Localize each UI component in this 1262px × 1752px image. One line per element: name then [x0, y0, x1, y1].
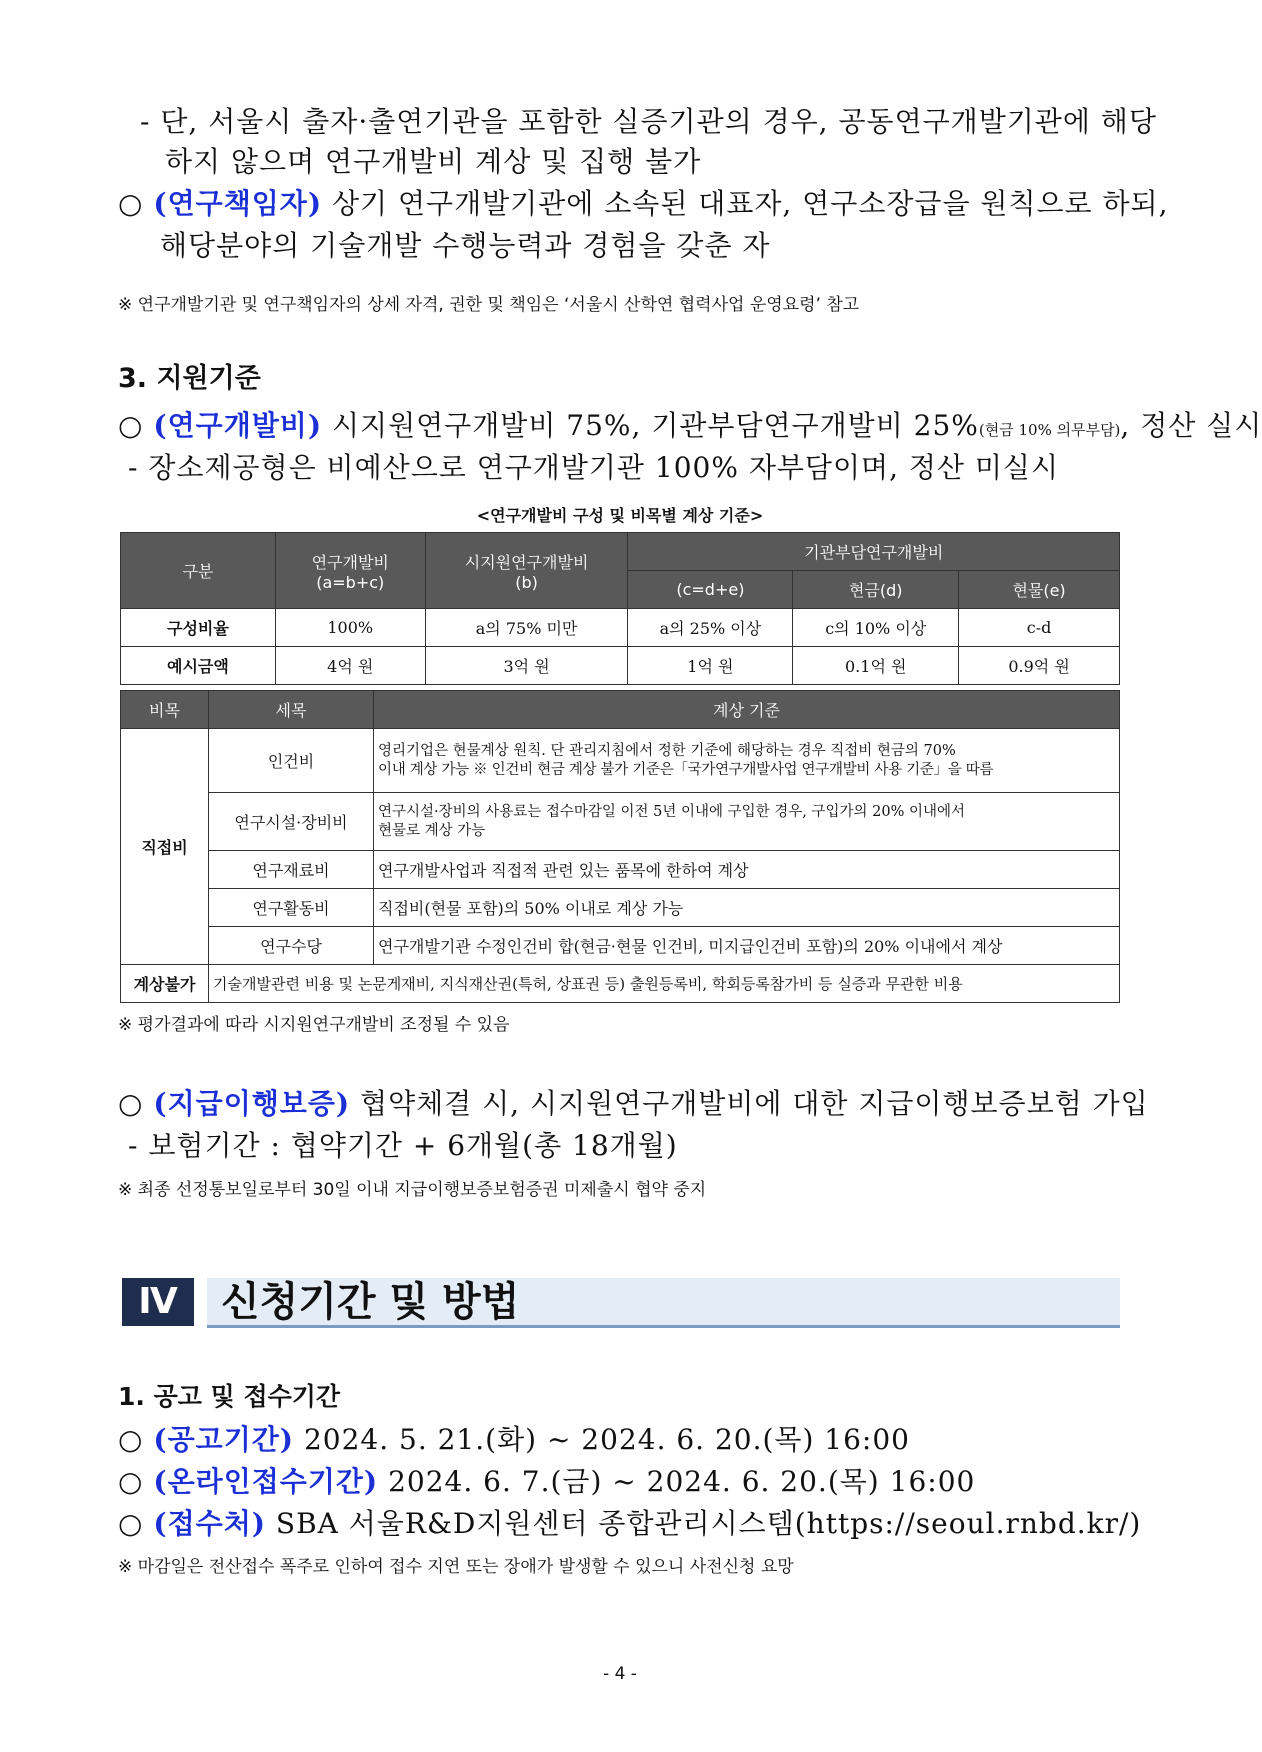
basis-line: 이내 계상 가능 ※ 인건비 현금 계상 불가 기준은「국가연구개발사업 연구개발비 사용 기준」을 따름 [378, 761, 994, 778]
page-number: - 4 - [603, 1664, 637, 1684]
circle-bullet: ○ [118, 187, 144, 220]
header-cash: 현금(d) [793, 571, 959, 609]
table-row [121, 647, 1120, 685]
guarantee-note: ※ 최종 선정통보일로부터 30일 이내 지급이행보증보험증권 미제출시 협약 중지 [118, 1180, 707, 1200]
header-inst-total: (c=d+e) [628, 571, 793, 609]
header-item: 비목 [121, 691, 209, 729]
section-3-heading: 3. 지원기준 [118, 363, 261, 394]
section-number: Ⅳ [122, 1278, 194, 1326]
basis-cell [374, 793, 1120, 851]
cell: 0.1억 원 [793, 647, 959, 685]
cell: 0.9억 원 [959, 647, 1120, 685]
basis-line: 영리기업은 현물계상 원칙. 단 관리지침에서 정한 기준에 해당하는 경우 직접비 현금의 70% [378, 742, 956, 759]
basis-cell: 직접비(현물 포함)의 50% 이내로 계상 가능 [374, 889, 1120, 927]
basis-cell [374, 729, 1120, 793]
table-caption: <연구개발비 구성 및 비목별 계상 기준> [476, 506, 764, 525]
basis-cell: 연구개발사업과 직접적 관련 있는 품목에 한하여 계상 [374, 851, 1120, 889]
cell: c-d [959, 609, 1120, 647]
header-basis: 계상 기준 [374, 691, 1120, 729]
researcher-line-2: 해당분야의 기술개발 수행능력과 경험을 갖춘 자 [160, 229, 771, 262]
guarantee-dash: - 보험기간 : 협약기간 + 6개월(총 18개월) [128, 1129, 678, 1162]
researcher-text: 상기 연구개발기관에 소속된 대표자, 연구소장급을 원칙으로 하되, [322, 187, 1169, 220]
excluded-label: 계상불가 [121, 965, 209, 1003]
header-city-label: 시지원연구개발비 [464, 552, 589, 572]
guarantee-line [118, 1082, 1149, 1122]
excluded-text: 기술개발관련 비용 및 논문게재비, 지식재산권(특허, 상표권 등) 출원등록비, 학회등록참가비 등 실증과 무관한 비용 [209, 965, 1120, 1003]
online-line [118, 1460, 975, 1500]
table-row [121, 889, 1120, 927]
dash-line-2: 하지 않으며 연구개발비 계상 및 집행 불가 [165, 145, 702, 178]
dash-line-1: - 단, 서울시 출자·출연기관을 포함한 실증기관의 경우, 공동연구개발기관에 해당 [140, 105, 1157, 138]
header-city [425, 533, 628, 609]
basis-cell: 연구개발기관 수정인건비 합(현금·현물 인건비, 미지급인건비 포함)의 20% 이내에서 계상 [374, 927, 1120, 965]
cost-composition-table [120, 532, 1120, 685]
cell: 3억 원 [425, 647, 628, 685]
office-line [118, 1502, 1141, 1542]
online-text: 2024. 6. 7.(금) ~ 2024. 6. 20.(목) 16:00 [378, 1465, 976, 1498]
table-row [121, 927, 1120, 965]
office-label: (접수처) [153, 1507, 266, 1540]
header-city-sub: (b) [515, 572, 538, 592]
rd-line [118, 404, 1262, 444]
section-title: 신청기간 및 방법 [207, 1278, 1120, 1328]
circle-bullet: ○ [118, 1465, 144, 1498]
researcher-line [118, 182, 1169, 222]
subsection-heading: 1. 공고 및 접수기간 [118, 1382, 341, 1411]
circle-bullet: ○ [118, 1087, 144, 1120]
rd-text-a: 시지원연구개발비 75%, 기관부담연구개발비 25% [322, 409, 979, 442]
online-label: (온라인접수기간) [153, 1465, 379, 1498]
row-label: 예시금액 [121, 647, 276, 685]
researcher-label: (연구책임자) [153, 187, 323, 220]
announce-text: 2024. 5. 21.(화) ~ 2024. 6. 20.(목) 16:00 [294, 1423, 910, 1456]
cell: 1억 원 [628, 647, 793, 685]
basis-line: 연구시설·장비의 사용료는 접수마감일 이전 5년 이내에 구입한 경우, 구입가의 20% 이내에서 [378, 803, 966, 820]
header-kind: 현물(e) [959, 571, 1120, 609]
circle-bullet: ○ [118, 1507, 144, 1540]
guarantee-text: 협약체결 시, 시지원연구개발비에 대한 지급이행보증보험 가입 [350, 1087, 1149, 1120]
eval-note: ※ 평가결과에 따라 시지원연구개발비 조정될 수 있음 [118, 1015, 510, 1035]
rd-dash: - 장소제공형은 비예산으로 연구개발기관 100% 자부담이며, 정산 미실시 [128, 451, 1060, 484]
table-row [121, 851, 1120, 889]
detail-cell: 연구활동비 [209, 889, 374, 927]
office-text: SBA 서울R&D지원센터 종합관리시스템(https://seoul.rnbd.kr/) [265, 1507, 1142, 1540]
table-row [121, 793, 1120, 851]
header-gubun: 구분 [121, 533, 276, 609]
cell: c의 10% 이상 [793, 609, 959, 647]
direct-cost-label: 직접비 [121, 729, 209, 965]
announce-label: (공고기간) [153, 1423, 295, 1456]
detail-cell: 연구시설·장비비 [209, 793, 374, 851]
circle-bullet: ○ [118, 1423, 144, 1456]
rd-text-b: , 정산 실시 [1120, 409, 1262, 442]
cell: a의 75% 미만 [425, 609, 628, 647]
rd-label: (연구개발비) [153, 409, 323, 442]
researcher-note: ※ 연구개발기관 및 연구책임자의 상세 자격, 권한 및 책임은 ‘서울시 산학연 협력사업 운영요령’ 참고 [118, 295, 860, 315]
header-detail: 세목 [209, 691, 374, 729]
detail-cell: 연구수당 [209, 927, 374, 965]
guarantee-label: (지급이행보증) [153, 1087, 351, 1120]
table-row [121, 729, 1120, 793]
basis-line: 현물로 계상 가능 [378, 822, 486, 839]
header-inst: 기관부담연구개발비 [628, 533, 1120, 571]
cell: 4억 원 [275, 647, 425, 685]
cell: 100% [275, 609, 425, 647]
cell: a의 25% 이상 [628, 609, 793, 647]
detail-cell: 인건비 [209, 729, 374, 793]
header-rd [275, 533, 425, 609]
deadline-note: ※ 마감일은 전산접수 폭주로 인하여 접수 지연 또는 장애가 발생할 수 있으니 사전신청 요망 [118, 1557, 794, 1577]
cost-basis-table [120, 690, 1120, 1003]
announce-line [118, 1418, 910, 1458]
header-rd-label: 연구개발비 [311, 552, 389, 572]
table-row [121, 965, 1120, 1003]
header-rd-sub: (a=b+c) [316, 572, 385, 592]
row-label: 구성비율 [121, 609, 276, 647]
circle-bullet: ○ [118, 409, 144, 442]
detail-cell: 연구재료비 [209, 851, 374, 889]
table-row [121, 609, 1120, 647]
rd-text-small: (현금 10% 의무부담) [978, 421, 1121, 439]
